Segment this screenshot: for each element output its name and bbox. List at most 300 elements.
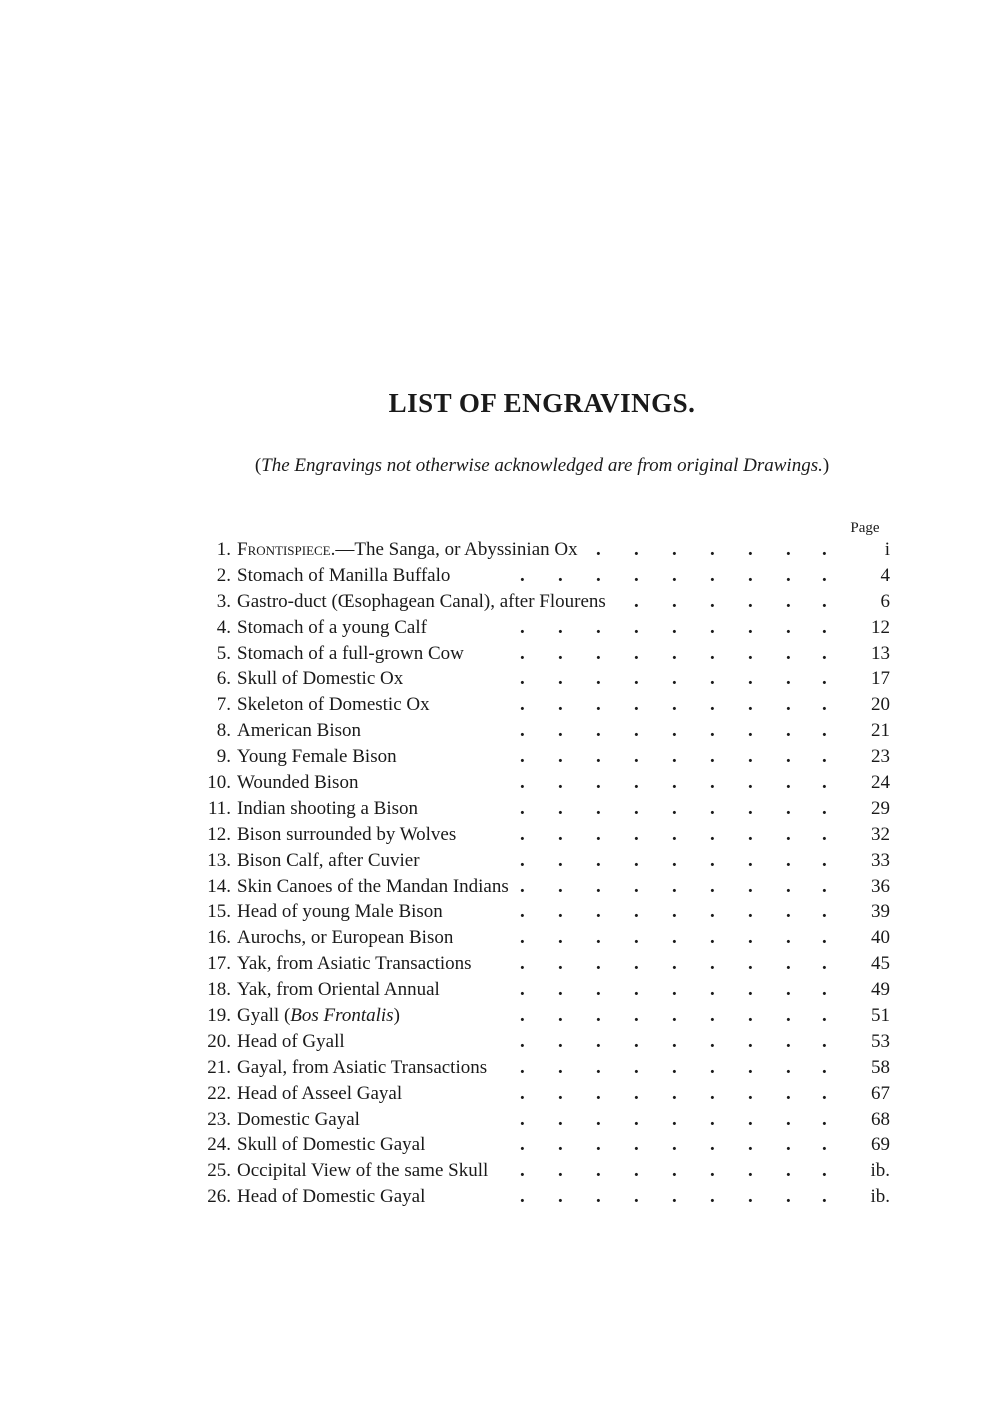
entry-title [237,874,509,900]
leader-dot: . [596,1082,601,1104]
entry-title [237,796,418,822]
leader-dot: . [748,823,753,845]
leader-dot: . [558,1030,563,1052]
entry-number: 10. [207,772,231,794]
leader-dot: . [748,927,753,949]
entry-title-text: Aurochs, or European Bison [237,927,454,949]
entry-title-text: Occipital View of the same Skull [237,1160,489,1182]
leader-dot: . [748,849,753,871]
leader-dot: . [596,927,601,949]
leader-dot: . [558,875,563,897]
list-item [0,641,1000,667]
leader-dot: . [672,823,677,845]
entry-title-italic: Bos Frontalis [290,1005,394,1027]
leader-dot: . [596,1005,601,1027]
entry-title [237,563,450,589]
leader-dot: . [672,797,677,819]
leader-dot: . [786,1030,791,1052]
leader-dot: . [596,564,601,586]
leader-dot: . [634,590,639,612]
list-item [0,1029,1000,1055]
entry-title [237,1055,487,1081]
leader-dot: . [672,1005,677,1027]
entry-title [237,537,578,563]
leader-dot: . [558,1082,563,1104]
entry-title-text: Skull of Domestic Ox [237,668,404,690]
leader-dot: . [520,564,525,586]
entry-title [237,1132,425,1158]
entry-title [237,615,427,641]
leader-dot: . [634,564,639,586]
leader-dot: . [558,1056,563,1078]
leader-dot: . [520,901,525,923]
list-item [0,951,1000,977]
entry-page-number: 67 [871,1082,890,1104]
leader-dot: . [748,1030,753,1052]
leader-dot: . [634,1108,639,1130]
leader-dot: . [558,642,563,664]
leader-dot: . [634,849,639,871]
leader-dot: . [822,823,827,845]
leader-dot: . [786,875,791,897]
entry-number: 24. [207,1134,231,1156]
leader-dot: . [822,1056,827,1078]
leader-dot: . [786,849,791,871]
leader-dot: . [558,1186,563,1208]
entry-title [237,692,430,718]
leader-dot: . [634,746,639,768]
leader-dot: . [672,1160,677,1182]
leader-dot: . [558,1108,563,1130]
leader-dot: . [822,720,827,742]
entry-page-number: 12 [871,616,890,638]
list-item [0,718,1000,744]
leader-dot: . [596,1030,601,1052]
entry-page-number: 68 [871,1108,890,1130]
entry-number: 8. [216,720,231,742]
leader-dot: . [596,772,601,794]
leader-dot: . [822,953,827,975]
leader-dot: . [558,823,563,845]
entry-title-text: Head of Gyall [237,1030,345,1052]
list-item [0,848,1000,874]
leader-dot: . [748,590,753,612]
entry-title-text: Head of Asseel Gayal [237,1082,403,1104]
entry-title-text: Head of Domestic Gayal [237,1186,426,1208]
leader-dot: . [634,797,639,819]
entry-title-text: Gyall ( [237,1005,291,1027]
leader-dot: . [596,616,601,638]
leader-dot: . [634,823,639,845]
entry-number: 21. [207,1056,231,1078]
page-title: LIST OF ENGRAVINGS. [388,388,696,418]
entry-title [237,744,397,770]
leader-dot: . [786,746,791,768]
entry-page-number: 4 [880,564,890,586]
entry-number: 12. [207,823,231,845]
leader-dot: . [822,979,827,1001]
leader-dot: . [596,979,601,1001]
leader-dot: . [558,979,563,1001]
leader-dot: . [748,1186,753,1208]
leader-dot: . [558,746,563,768]
leader-dot: . [596,1056,601,1078]
list-item [0,977,1000,1003]
leader-dot: . [822,694,827,716]
leader-dot: . [822,849,827,871]
entry-page-number: 21 [871,720,890,742]
entry-title-text: Stomach of a young Calf [237,616,427,638]
leader-dot: . [786,668,791,690]
entry-title-text: Stomach of Manilla Buffalo [237,564,451,586]
leader-dot: . [748,564,753,586]
leader-dot: . [634,1056,639,1078]
entry-title [237,1107,360,1133]
leader-dot: . [748,539,753,560]
entry-page-number: 13 [871,642,890,664]
leader-dot: . [786,564,791,586]
leader-dot: . [558,1134,563,1156]
leader-dot: . [596,953,601,975]
leader-dot: . [710,1082,715,1104]
leader-dot: . [634,1082,639,1104]
entry-number: 7. [216,694,231,716]
list-item [0,744,1000,770]
entry-number: 11. [207,797,231,819]
leader-dot: . [558,1160,563,1182]
leader-dot: . [634,953,639,975]
entry-title [237,822,456,848]
entry-number: 22. [207,1082,231,1104]
leader-dot: . [710,720,715,742]
leader-dot: . [786,823,791,845]
leader-dot: . [710,953,715,975]
leader-dot: . [634,1186,639,1208]
page-column-label: Page [850,520,880,536]
entry-title [237,848,420,874]
leader-dot: . [672,668,677,690]
leader-dot: . [672,539,677,560]
leader-dot: . [672,772,677,794]
leader-dot: . [596,720,601,742]
entry-title-suffix: ) [393,1005,400,1027]
entry-title [237,1081,402,1107]
leader-dot: . [672,901,677,923]
entry-page-number: 33 [871,849,890,871]
entry-number: 2. [216,564,231,586]
leader-dot: . [786,694,791,716]
leader-dot: . [748,668,753,690]
leader-dot: . [748,1160,753,1182]
leader-dot: . [634,1030,639,1052]
entry-title-text: Yak, from Asiatic Transactions [237,953,472,975]
leader-dot: . [520,1108,525,1130]
leader-dot: . [672,746,677,768]
leader-dot: . [672,1082,677,1104]
entry-title [237,641,464,667]
leader-dot: . [520,772,525,794]
leader-dot: . [672,953,677,975]
engravings-list [0,537,1000,1210]
leader-dot: . [822,1108,827,1130]
leader-dot: . [710,1186,715,1208]
list-item [0,899,1000,925]
entry-page-number: 58 [871,1056,890,1078]
leader-dot: . [596,875,601,897]
leader-dot: . [672,1030,677,1052]
leader-dot: . [710,875,715,897]
leader-dot: . [822,1186,827,1208]
entry-title-text: Indian shooting a Bison [237,797,419,819]
leader-dot: . [822,1030,827,1052]
leader-dot: . [520,720,525,742]
leader-dot: . [520,849,525,871]
leader-dot: . [672,1134,677,1156]
leader-dot: . [822,1005,827,1027]
entry-page-number: 17 [871,668,890,690]
entry-title-smallcaps: Frontispiece. [237,539,336,560]
entry-number: 4. [216,616,231,638]
leader-dot: . [672,927,677,949]
entry-page-number: 40 [871,927,890,949]
leader-dot: . [822,875,827,897]
list-item [0,796,1000,822]
leader-dot: . [748,1134,753,1156]
leader-dot: . [822,927,827,949]
entry-number: 25. [207,1160,231,1182]
leader-dot: . [596,746,601,768]
entry-title-text: Skin Canoes of the Mandan Indians [237,875,509,897]
entry-number: 14. [207,875,231,897]
leader-dot: . [786,797,791,819]
subtitle-text: The Engravings not otherwise acknowledged are from original Drawings. [261,455,823,476]
entry-title-text: Skeleton of Domestic Ox [237,694,430,716]
leader-dot: . [786,772,791,794]
leader-dot: . [748,772,753,794]
list-item [0,537,1000,563]
leader-dot: . [672,642,677,664]
leader-dot: . [520,1186,525,1208]
leader-dot: . [672,875,677,897]
leader-dot: . [710,1056,715,1078]
entry-page-number: 49 [871,979,890,1001]
entry-number: 17. [207,953,231,975]
leader-dot: . [748,694,753,716]
leader-dot: . [520,1030,525,1052]
leader-dot: . [596,1186,601,1208]
leader-dot: . [786,1082,791,1104]
entry-number: 9. [216,746,231,768]
leader-dot: . [596,849,601,871]
entry-page-number: 23 [871,746,890,768]
leader-dot: . [520,979,525,1001]
entry-title-text: American Bison [237,720,362,742]
leader-dot: . [710,772,715,794]
leader-dot: . [558,694,563,716]
leader-dot: . [520,642,525,664]
leader-dot: . [710,539,715,560]
entry-page-number: 45 [871,953,890,975]
list-item [0,1107,1000,1133]
leader-dot: . [710,901,715,923]
list-item [0,1184,1000,1210]
leader-dot: . [558,1005,563,1027]
list-item [0,615,1000,641]
leader-dot: . [748,797,753,819]
list-item [0,925,1000,951]
leader-dot: . [748,746,753,768]
leader-dot: . [634,901,639,923]
leader-dot: . [822,1160,827,1182]
entry-title-text: Bison surrounded by Wolves [237,823,457,845]
entry-page-number: 39 [871,901,890,923]
entry-number: 1. [216,539,231,560]
leader-dot: . [596,668,601,690]
entry-title-text: Head of young Male Bison [237,901,443,923]
leader-dot: . [710,668,715,690]
leader-dot: . [748,720,753,742]
leader-dot: . [596,797,601,819]
leader-dot: . [558,720,563,742]
leader-dot: . [710,823,715,845]
leader-dot: . [558,668,563,690]
leader-dot: . [520,694,525,716]
leader-dot: . [596,1108,601,1130]
entry-title-text: Gayal, from Asiatic Transactions [237,1056,488,1078]
leader-dot: . [558,616,563,638]
leader-dot: . [786,590,791,612]
entry-title-text: Wounded Bison [237,772,359,794]
entry-number: 13. [207,849,231,871]
leader-dot: . [520,797,525,819]
list-item [0,1132,1000,1158]
leader-dot: . [558,953,563,975]
leader-dot: . [634,979,639,1001]
entry-number: 5. [216,642,231,664]
leader-dot: . [710,927,715,949]
entry-title [237,1184,425,1210]
leader-dot: . [520,1082,525,1104]
entry-title [237,1029,345,1055]
leader-dot: . [822,772,827,794]
leader-dot: . [786,642,791,664]
leader-dot: . [710,1160,715,1182]
leader-dot: . [748,616,753,638]
leader-dot: . [634,616,639,638]
leader-dot: . [822,746,827,768]
leader-dot: . [596,1134,601,1156]
leader-dot: . [596,642,601,664]
leader-dot: . [786,539,791,560]
leader-dot: . [520,953,525,975]
leader-dot: . [672,1056,677,1078]
leader-dot: . [558,927,563,949]
leader-dot: . [748,953,753,975]
entry-page-number: 32 [871,823,890,845]
leader-dot: . [520,927,525,949]
list-item [0,666,1000,692]
leader-dot: . [634,772,639,794]
subtitle-close-paren: ) [822,455,830,476]
entry-number: 19. [207,1005,231,1027]
list-item [0,1081,1000,1107]
leader-dot: . [710,694,715,716]
entry-page-number: ib. [870,1186,890,1208]
leader-dot: . [822,564,827,586]
leader-dot: . [748,1005,753,1027]
leader-dot: . [822,642,827,664]
leader-dot: . [672,1108,677,1130]
leader-dot: . [520,875,525,897]
leader-dot: . [634,720,639,742]
leader-dot: . [786,927,791,949]
entry-number: 18. [207,979,231,1001]
entry-title [237,1003,400,1029]
leader-dot: . [748,1056,753,1078]
leader-dot: . [786,953,791,975]
page-subtitle [0,455,1000,477]
leader-dot: . [786,1186,791,1208]
leader-dot: . [748,901,753,923]
leader-dot: . [634,875,639,897]
entry-title [237,718,361,744]
entry-page-number: i [884,539,890,560]
leader-dot: . [558,564,563,586]
leader-dot: . [748,875,753,897]
leader-dot: . [520,1134,525,1156]
entry-number: 15. [207,901,231,923]
leader-dot: . [748,1082,753,1104]
entry-number: 26. [207,1186,231,1208]
entry-title [237,951,472,977]
leader-dot: . [672,979,677,1001]
list-item [0,1003,1000,1029]
list-item [0,563,1000,589]
leader-dot: . [710,1134,715,1156]
leader-dot: . [822,616,827,638]
leader-dot: . [748,1108,753,1130]
leader-dot: . [710,564,715,586]
leader-dot: . [710,1005,715,1027]
leader-dot: . [786,901,791,923]
leader-dot: . [520,746,525,768]
entry-number: 3. [216,590,231,612]
leader-dot: . [520,1056,525,1078]
leader-dot: . [822,1082,827,1104]
leader-dot: . [672,849,677,871]
entry-number: 23. [207,1108,231,1130]
leader-dot: . [710,797,715,819]
leader-dot: . [634,1005,639,1027]
leader-dot: . [634,642,639,664]
entry-title-text: Skull of Domestic Gayal [237,1134,426,1156]
leader-dot: . [748,642,753,664]
leader-dot: . [596,823,601,845]
leader-dot: . [596,901,601,923]
entry-number: 16. [207,927,231,949]
leader-dot: . [634,668,639,690]
entry-page-number: ib. [870,1160,890,1182]
entry-title [237,589,606,615]
leader-dot: . [672,616,677,638]
leader-dot: . [520,668,525,690]
leader-dot: . [672,590,677,612]
leader-dot: . [710,1108,715,1130]
entry-title [237,977,440,1003]
leader-dot: . [786,1160,791,1182]
list-item [0,770,1000,796]
leader-dot: . [634,1160,639,1182]
